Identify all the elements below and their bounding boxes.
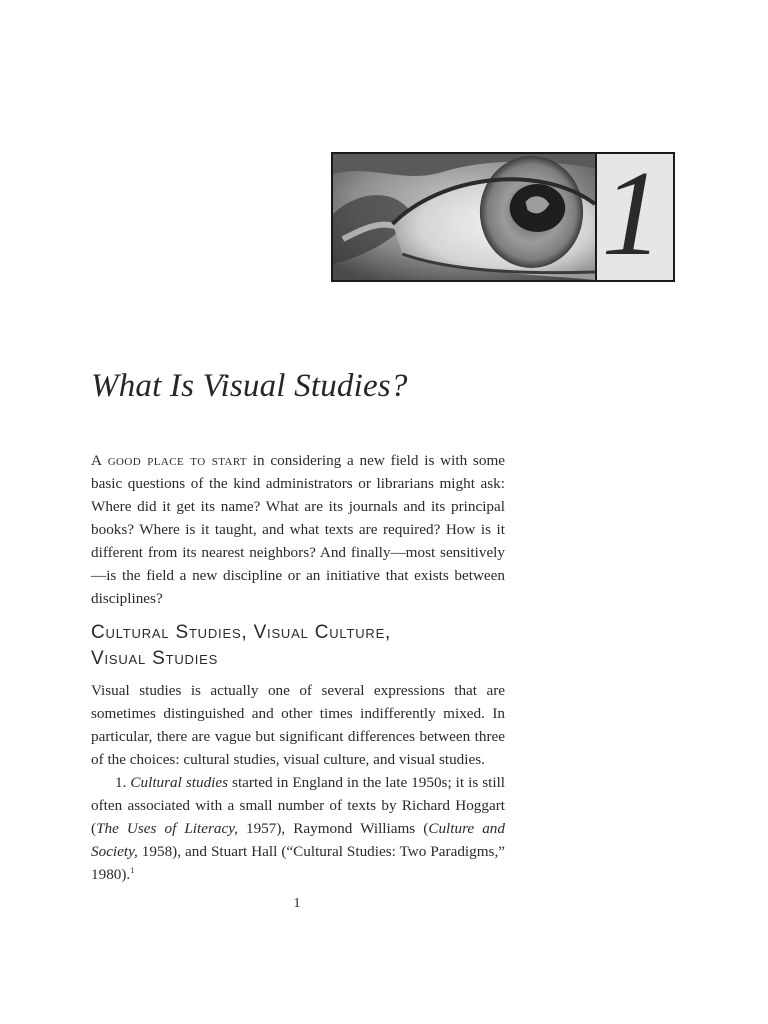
chapter-title: What Is Visual Studies? [91, 368, 408, 404]
section-heading-line1: Cultural Studies, Visual Culture, [91, 622, 392, 643]
footnote-marker[interactable]: 1 [130, 865, 135, 875]
book-title-uses-of-literacy: The Uses of Literacy, [96, 820, 238, 837]
p3-text-1: started in England in the late 1950s; it is still often associated with a small number of texts by Richard Hoggart ( [91, 774, 506, 837]
eye-photograph [333, 154, 597, 280]
section-heading-line2: Visual Studies [91, 648, 219, 669]
intro-text: in considering a new field is with some basic questions of the kind administrators or librarians might ask: Where did it get its name? What are its journals and its principal books? Where is it taught, and what texts are required? How is it different from its nearest neighbors? And finally—most sensitively—is the field a new discipline or an initiative that exists between disciplines? [91, 452, 505, 607]
page-number: 1 [293, 896, 301, 911]
book-title-culture-and-society: Culture and Society, [91, 820, 505, 860]
section-heading [91, 620, 511, 672]
p3-text-3: 1958), and Stuart Hall (“Cultural Studies: Two Paradigms,” 1980). [91, 843, 505, 883]
chapter-opener-graphic [331, 146, 675, 282]
body-paragraph-2: Visual studies is actually one of several expressions that are sometimes distinguished and other times indifferently mixed. In particular, there are vague but significant differences between three of the choices: cultural studies, visual culture, and visual studies. [91, 682, 505, 768]
chapter-number-box [597, 146, 673, 281]
chapter-number: 1 [601, 146, 663, 281]
body-paragraph-3 [91, 771, 505, 886]
intro-lead-smallcaps: A good place to start [91, 452, 248, 469]
list-number: 1. [115, 774, 131, 791]
eye-illustration [333, 154, 595, 280]
p3-text-2: 1957), Raymond Williams ( [237, 820, 429, 837]
intro-paragraph [91, 449, 505, 610]
term-cultural-studies: Cultural studies [130, 774, 229, 791]
